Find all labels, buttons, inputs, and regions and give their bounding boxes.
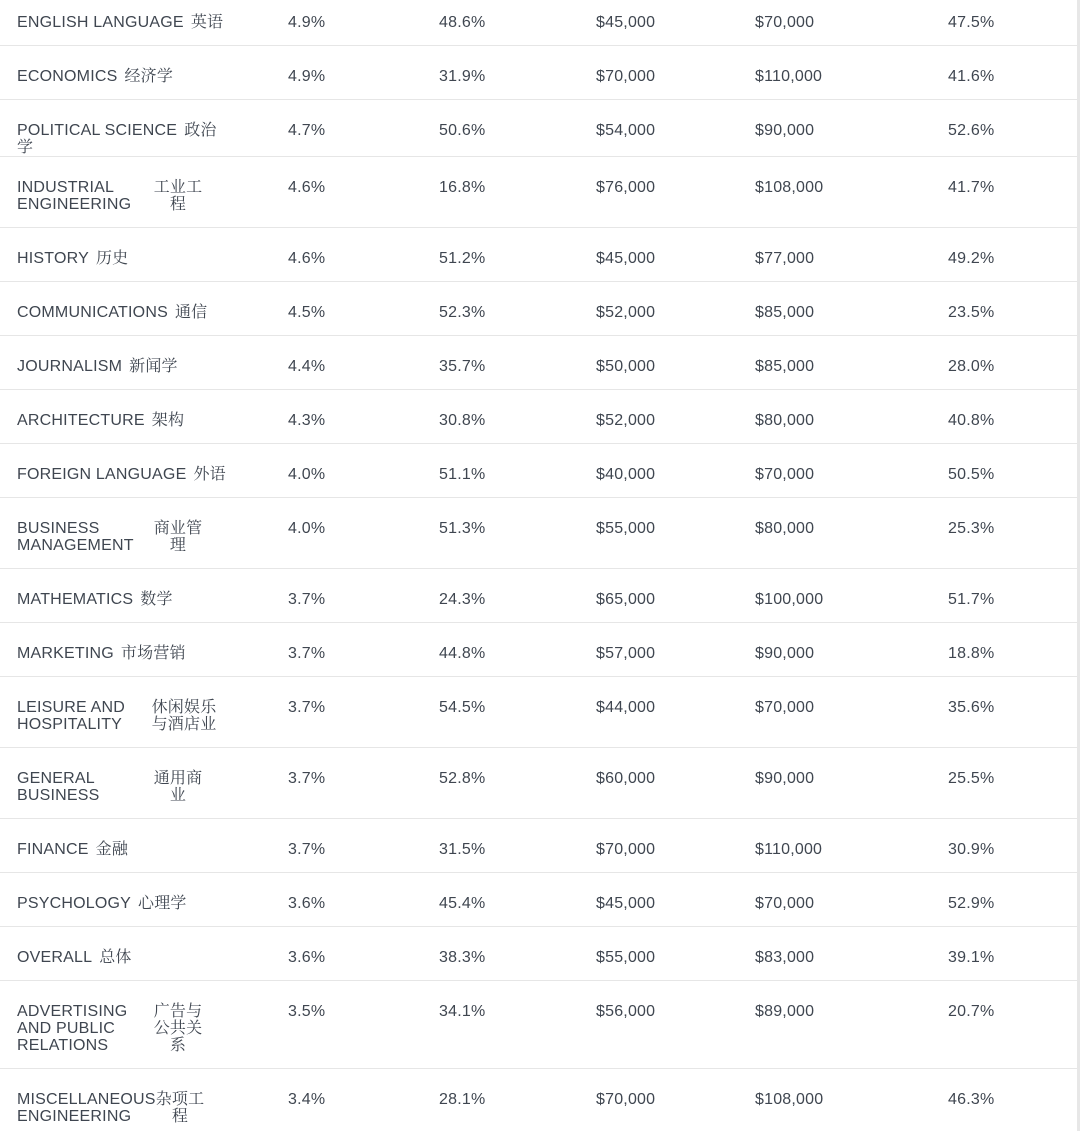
major-name-en: COMMUNICATIONS	[17, 304, 168, 321]
early-career-salary: $54,000	[528, 100, 693, 139]
major-cell	[0, 282, 228, 336]
grad-degree-share: 41.6%	[863, 46, 1077, 85]
major-name-zh: 政治学	[17, 122, 217, 156]
mid-career-salary: $70,000	[693, 677, 863, 716]
grad-degree-share: 50.5%	[863, 444, 1077, 483]
unemployment-rate: 3.6%	[228, 927, 368, 966]
grad-degree-share: 49.2%	[863, 228, 1077, 267]
major-cell	[0, 927, 228, 981]
underemployment-rate: 51.1%	[368, 444, 528, 483]
major-name-zh: 通信	[175, 304, 207, 321]
mid-career-salary: $80,000	[693, 390, 863, 429]
underemployment-rate: 35.7%	[368, 336, 528, 375]
table-row	[0, 677, 1077, 748]
grad-degree-share: 28.0%	[863, 336, 1077, 375]
grad-degree-share: 18.8%	[863, 623, 1077, 662]
major-name-en: GENERAL BUSINESS	[17, 770, 149, 804]
major-cell	[0, 819, 228, 873]
underemployment-rate: 44.8%	[368, 623, 528, 662]
major-name-zh: 总体	[99, 949, 131, 966]
unemployment-rate: 4.6%	[228, 157, 368, 196]
major-name-zh: 市场营销	[121, 645, 186, 662]
major-name-zh: 杂项工程	[151, 1091, 209, 1125]
underemployment-rate: 45.4%	[368, 873, 528, 912]
major-name-zh: 商业管理	[149, 520, 207, 554]
underemployment-rate: 31.5%	[368, 819, 528, 858]
major-name-zh: 数学	[140, 591, 172, 608]
major-name-zh: 历史	[96, 250, 128, 267]
unemployment-rate: 4.5%	[228, 282, 368, 321]
underemployment-rate: 52.8%	[368, 748, 528, 787]
early-career-salary: $55,000	[528, 498, 693, 537]
grad-degree-share: 23.5%	[863, 282, 1077, 321]
early-career-salary: $52,000	[528, 282, 693, 321]
major-name-en: ENGLISH LANGUAGE	[17, 14, 184, 31]
major-name-en: MARKETING	[17, 645, 114, 662]
early-career-salary: $55,000	[528, 927, 693, 966]
table-row	[0, 157, 1077, 228]
grad-degree-share: 47.5%	[863, 0, 1077, 31]
underemployment-rate: 51.2%	[368, 228, 528, 267]
major-name-zh: 休闲娱乐与酒店业	[149, 699, 219, 733]
unemployment-rate: 4.6%	[228, 228, 368, 267]
mid-career-salary: $110,000	[693, 46, 863, 85]
major-cell	[0, 569, 228, 623]
early-career-salary: $45,000	[528, 0, 693, 31]
table-row	[0, 927, 1077, 981]
unemployment-rate: 4.4%	[228, 336, 368, 375]
table-row	[0, 390, 1077, 444]
major-name-en: HISTORY	[17, 250, 89, 267]
unemployment-rate: 4.3%	[228, 390, 368, 429]
major-name-en: ECONOMICS	[17, 68, 117, 85]
table-row	[0, 46, 1077, 100]
major-name-zh: 英语	[191, 14, 223, 31]
underemployment-rate: 28.1%	[368, 1069, 528, 1108]
early-career-salary: $50,000	[528, 336, 693, 375]
grad-degree-share: 46.3%	[863, 1069, 1077, 1108]
unemployment-rate: 3.7%	[228, 569, 368, 608]
table-row	[0, 623, 1077, 677]
early-career-salary: $70,000	[528, 1069, 693, 1108]
major-name-en: MISCELLANEOUS ENGINEERING	[17, 1091, 151, 1125]
major-name-zh: 工业工程	[149, 179, 207, 213]
underemployment-rate: 48.6%	[368, 0, 528, 31]
early-career-salary: $45,000	[528, 228, 693, 267]
major-name-zh: 金融	[96, 841, 128, 858]
grad-degree-share: 52.9%	[863, 873, 1077, 912]
grad-degree-share: 40.8%	[863, 390, 1077, 429]
mid-career-salary: $100,000	[693, 569, 863, 608]
unemployment-rate: 3.5%	[228, 981, 368, 1020]
table-row	[0, 100, 1077, 157]
underemployment-rate: 31.9%	[368, 46, 528, 85]
major-cell	[0, 873, 228, 927]
table-row	[0, 498, 1077, 569]
major-name-en: ADVERTISING AND PUBLIC RELATIONS	[17, 1003, 149, 1054]
mid-career-salary: $80,000	[693, 498, 863, 537]
major-name-en: INDUSTRIAL ENGINEERING	[17, 179, 149, 213]
major-cell	[0, 748, 228, 819]
early-career-salary: $56,000	[528, 981, 693, 1020]
table-row	[0, 819, 1077, 873]
mid-career-salary: $110,000	[693, 819, 863, 858]
major-name-zh: 通用商业	[149, 770, 207, 804]
unemployment-rate: 3.7%	[228, 623, 368, 662]
major-name-zh: 经济学	[124, 68, 173, 85]
major-cell	[0, 157, 228, 228]
mid-career-salary: $70,000	[693, 0, 863, 31]
early-career-salary: $57,000	[528, 623, 693, 662]
underemployment-rate: 16.8%	[368, 157, 528, 196]
table-row	[0, 0, 1077, 46]
early-career-salary: $70,000	[528, 46, 693, 85]
table-row	[0, 873, 1077, 927]
underemployment-rate: 38.3%	[368, 927, 528, 966]
major-name-en: FINANCE	[17, 841, 89, 858]
early-career-salary: $65,000	[528, 569, 693, 608]
major-name-zh: 外语	[193, 466, 225, 483]
table-row	[0, 1069, 1077, 1139]
table-row	[0, 981, 1077, 1069]
early-career-salary: $60,000	[528, 748, 693, 787]
mid-career-salary: $90,000	[693, 100, 863, 139]
mid-career-salary: $85,000	[693, 282, 863, 321]
underemployment-rate: 34.1%	[368, 981, 528, 1020]
major-cell	[0, 0, 228, 46]
major-name-en: OVERALL	[17, 949, 92, 966]
unemployment-rate: 4.0%	[228, 498, 368, 537]
grad-degree-share: 51.7%	[863, 569, 1077, 608]
major-name-en: LEISURE AND HOSPITALITY	[17, 699, 149, 733]
grad-degree-share: 52.6%	[863, 100, 1077, 139]
early-career-salary: $44,000	[528, 677, 693, 716]
early-career-salary: $40,000	[528, 444, 693, 483]
unemployment-rate: 4.7%	[228, 100, 368, 139]
major-name-en: BUSINESS MANAGEMENT	[17, 520, 149, 554]
table-row	[0, 228, 1077, 282]
unemployment-rate: 3.7%	[228, 748, 368, 787]
early-career-salary: $70,000	[528, 819, 693, 858]
underemployment-rate: 52.3%	[368, 282, 528, 321]
major-name-zh: 架构	[152, 412, 184, 429]
grad-degree-share: 35.6%	[863, 677, 1077, 716]
unemployment-rate: 4.9%	[228, 0, 368, 31]
table-row	[0, 282, 1077, 336]
major-cell	[0, 228, 228, 282]
mid-career-salary: $77,000	[693, 228, 863, 267]
unemployment-rate: 4.9%	[228, 46, 368, 85]
unemployment-rate: 3.6%	[228, 873, 368, 912]
major-name-en: FOREIGN LANGUAGE	[17, 466, 186, 483]
major-cell	[0, 623, 228, 677]
underemployment-rate: 51.3%	[368, 498, 528, 537]
grad-degree-share: 25.5%	[863, 748, 1077, 787]
major-cell	[0, 498, 228, 569]
unemployment-rate: 3.4%	[228, 1069, 368, 1108]
major-name-en: POLITICAL SCIENCE	[17, 122, 177, 139]
underemployment-rate: 24.3%	[368, 569, 528, 608]
grad-degree-share: 30.9%	[863, 819, 1077, 858]
major-cell	[0, 1069, 228, 1139]
major-name-zh: 广告与公共关系	[149, 1003, 207, 1054]
major-cell	[0, 336, 228, 390]
mid-career-salary: $70,000	[693, 873, 863, 912]
mid-career-salary: $89,000	[693, 981, 863, 1020]
table-row	[0, 444, 1077, 498]
major-cell	[0, 444, 228, 498]
underemployment-rate: 50.6%	[368, 100, 528, 139]
unemployment-rate: 3.7%	[228, 819, 368, 858]
underemployment-rate: 54.5%	[368, 677, 528, 716]
major-cell	[0, 100, 228, 157]
major-name-en: ARCHITECTURE	[17, 412, 145, 429]
major-name-en: MATHEMATICS	[17, 591, 133, 608]
table-row	[0, 336, 1077, 390]
early-career-salary: $45,000	[528, 873, 693, 912]
early-career-salary: $76,000	[528, 157, 693, 196]
major-name-zh: 新闻学	[129, 358, 178, 375]
underemployment-rate: 30.8%	[368, 390, 528, 429]
grad-degree-share: 20.7%	[863, 981, 1077, 1020]
major-name-en: PSYCHOLOGY	[17, 895, 131, 912]
grad-degree-share: 41.7%	[863, 157, 1077, 196]
major-cell	[0, 981, 228, 1069]
major-cell	[0, 677, 228, 748]
major-name-en: JOURNALISM	[17, 358, 122, 375]
early-career-salary: $52,000	[528, 390, 693, 429]
mid-career-salary: $90,000	[693, 623, 863, 662]
mid-career-salary: $83,000	[693, 927, 863, 966]
table-row	[0, 748, 1077, 819]
mid-career-salary: $108,000	[693, 157, 863, 196]
grad-degree-share: 39.1%	[863, 927, 1077, 966]
unemployment-rate: 4.0%	[228, 444, 368, 483]
major-name-zh: 心理学	[138, 895, 187, 912]
mid-career-salary: $90,000	[693, 748, 863, 787]
grad-degree-share: 25.3%	[863, 498, 1077, 537]
major-cell	[0, 390, 228, 444]
mid-career-salary: $85,000	[693, 336, 863, 375]
unemployment-rate: 3.7%	[228, 677, 368, 716]
mid-career-salary: $70,000	[693, 444, 863, 483]
mid-career-salary: $108,000	[693, 1069, 863, 1108]
table-row	[0, 569, 1077, 623]
major-cell	[0, 46, 228, 100]
